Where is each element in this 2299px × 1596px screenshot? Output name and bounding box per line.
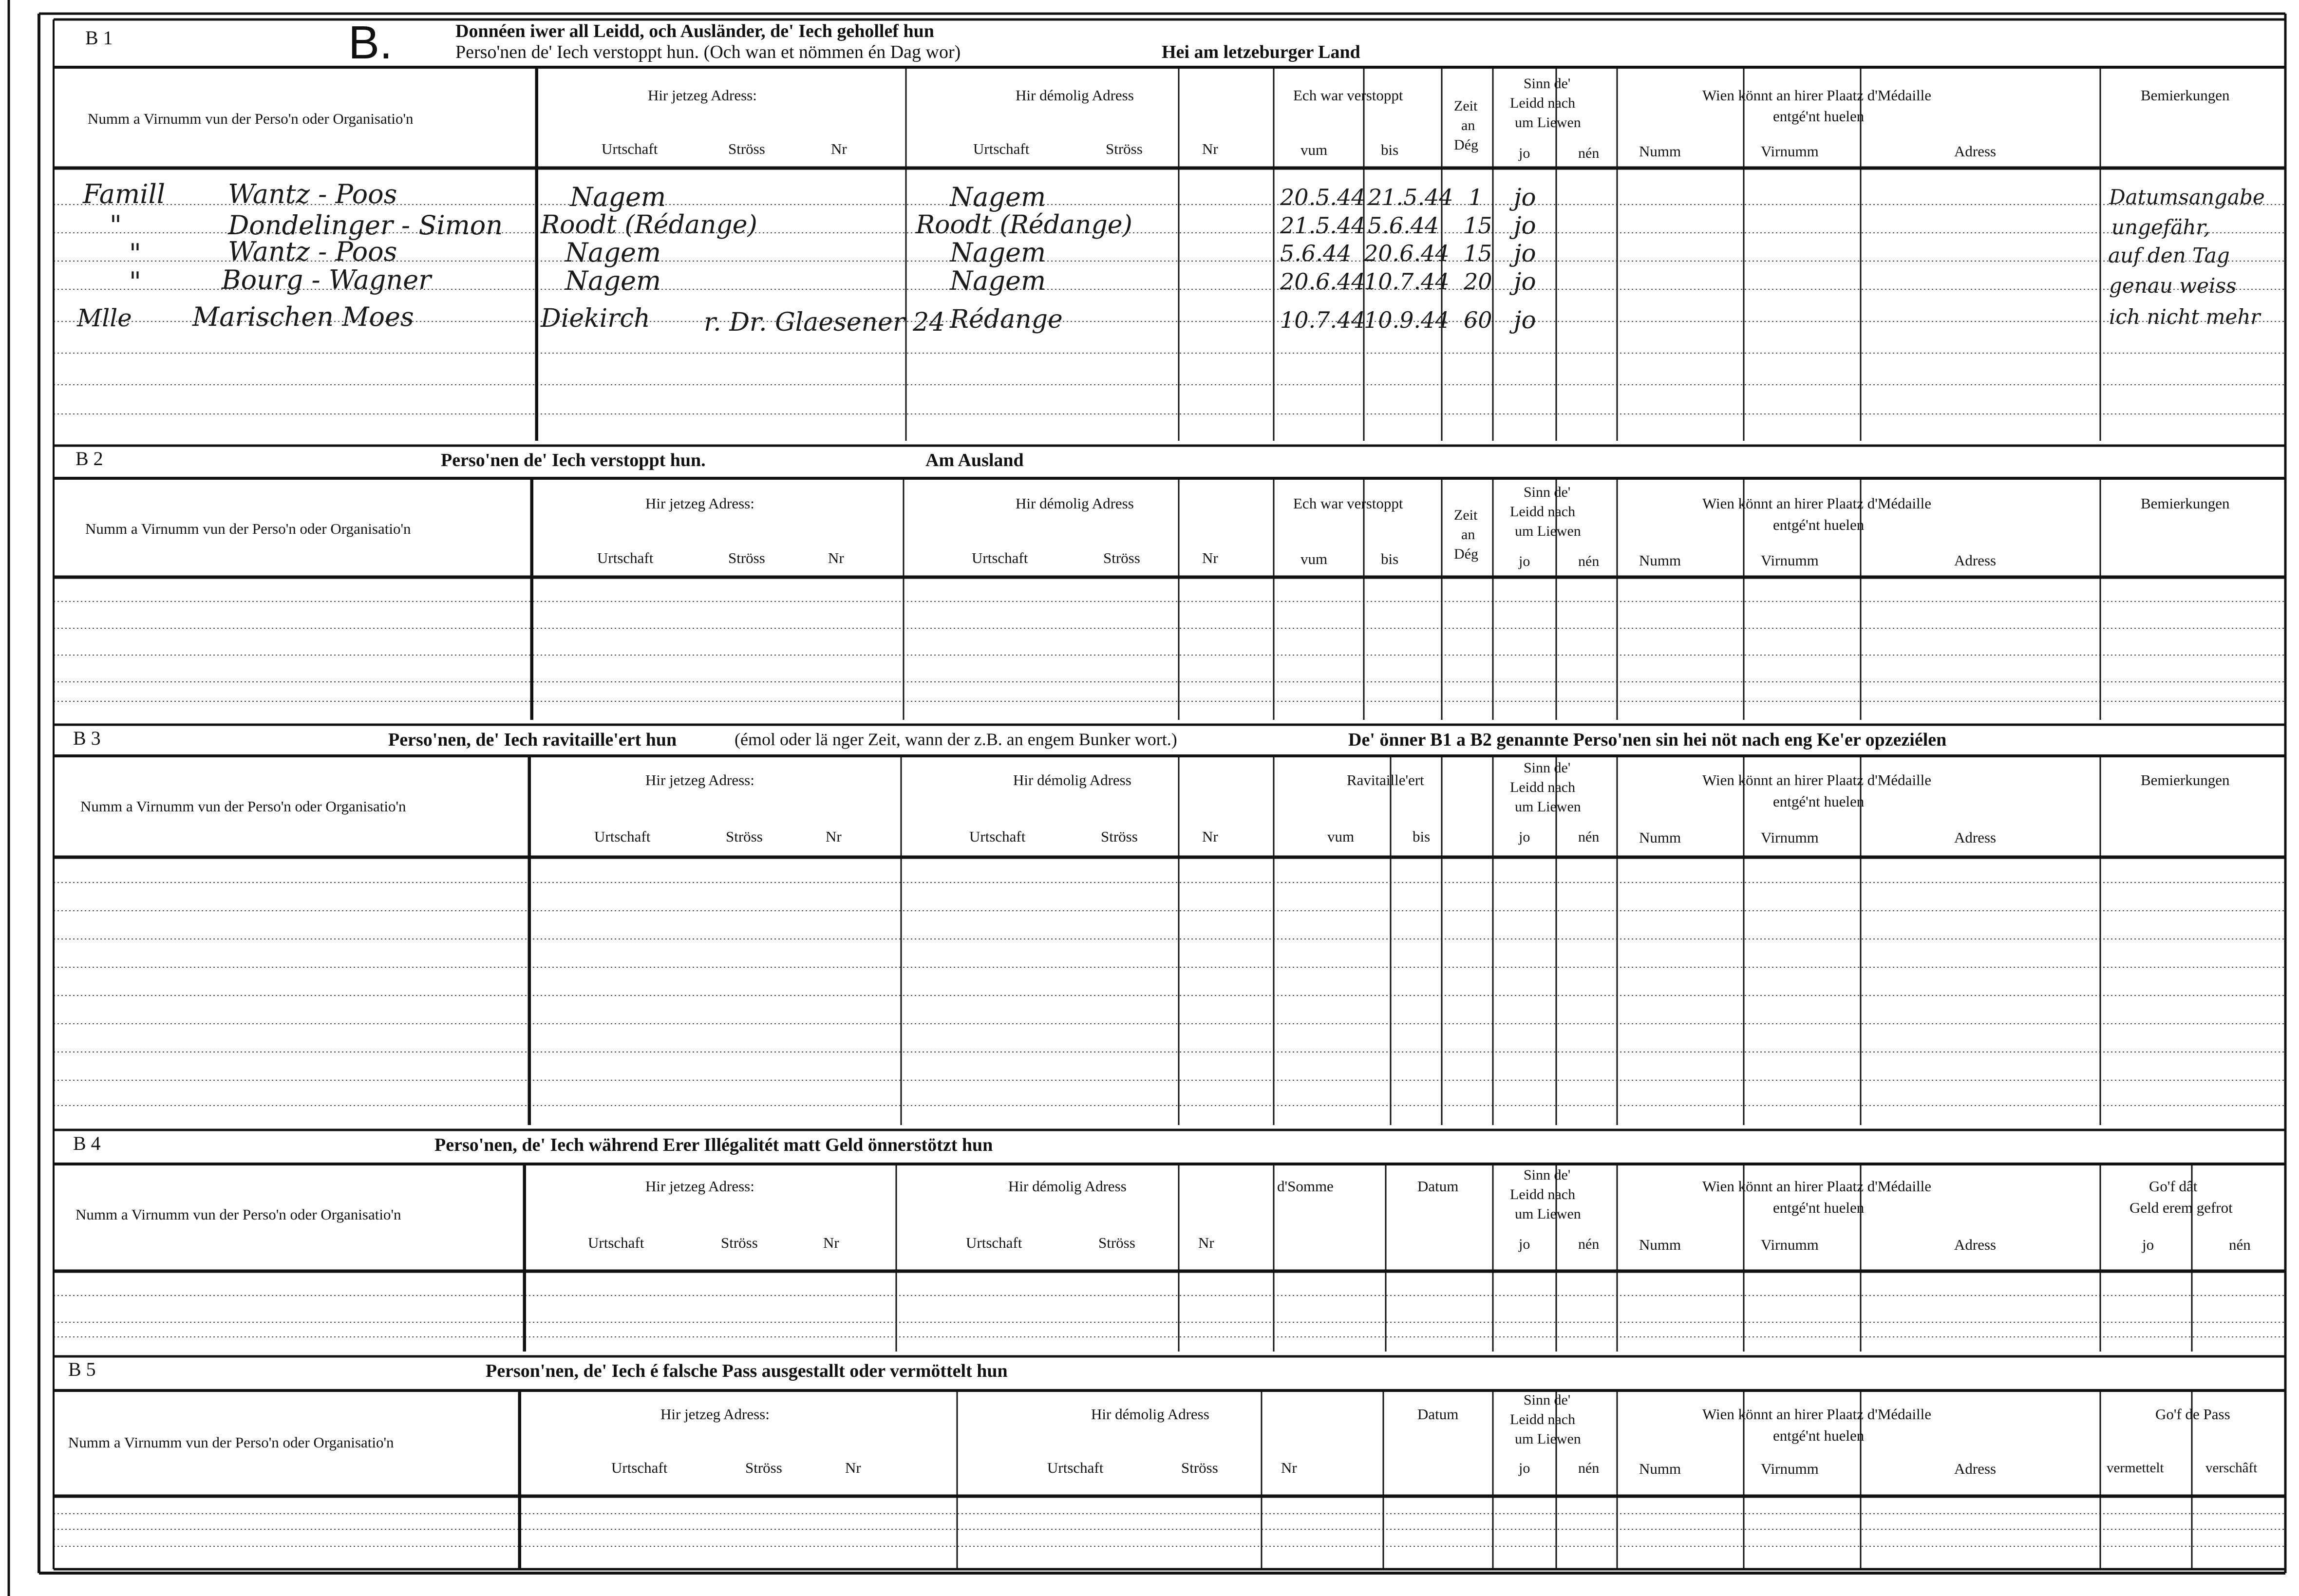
section-note-b3: De' önner B1 a B2 genannte Perso'nen sin hei nöt nach eng Ke'er opzeziélen <box>1348 730 1947 750</box>
header-former-address: Hir démolig Adress <box>1016 87 1134 104</box>
section-code-b1: B 1 <box>85 27 113 49</box>
header-from: vum <box>1327 828 1355 845</box>
header-place: Urtschaft <box>969 828 1026 845</box>
header-alive: um Liewen <box>1515 114 1581 131</box>
row2-to: 5.6.44 <box>1368 212 1439 239</box>
header-date: Datum <box>1417 1178 1459 1195</box>
header-no: nén <box>1578 829 1600 845</box>
row2-days: 15 <box>1464 212 1492 239</box>
row3-name: Wantz - Poos <box>228 236 397 267</box>
header-place: Urtschaft <box>966 1234 1022 1251</box>
header-provisioned: Ravitaille'ert <box>1347 771 1424 789</box>
row5-to: 10.9.44 <box>1364 307 1450 333</box>
header-first-name: Virnumm <box>1761 143 1819 160</box>
header-street: Ströss <box>1101 828 1138 845</box>
header-first-name: Virnumm <box>1761 1460 1819 1477</box>
header-no: nén <box>1578 1460 1600 1476</box>
row5-days: 60 <box>1464 307 1492 333</box>
header-no: nén <box>1578 553 1600 569</box>
header-street: Ströss <box>1098 1234 1135 1251</box>
row3-current-place: Nagem <box>565 237 661 268</box>
header-no: nén <box>1578 1236 1600 1252</box>
header-from: vum <box>1300 550 1328 567</box>
header-nr: Nr <box>1202 140 1218 157</box>
header-name: Numm <box>1639 1236 1681 1253</box>
header-medal: Wien könnt an hirer Plaatz d'Médaille <box>1702 87 1932 104</box>
header-nr: Nr <box>1202 828 1218 845</box>
row2-current-place: Roodt (Rédange) <box>541 210 757 240</box>
header-yes: jo <box>1519 1236 1530 1252</box>
section-code-b4: B 4 <box>73 1132 101 1154</box>
header-alive: Leidd nach <box>1510 1411 1576 1427</box>
header-medal: entgé'nt huelen <box>1773 1199 1865 1216</box>
header-person-name: Numm a Virnumm vun der Perso'n oder Organisatio'n <box>85 520 411 537</box>
header-medal: entgé'nt huelen <box>1773 516 1865 533</box>
header-procured: verschâft <box>2205 1460 2258 1476</box>
form-title-region: Hei am letzeburger Land <box>1162 42 1360 62</box>
form-letter: B. <box>348 17 393 69</box>
section-title-b2: Perso'nen de' Iech verstoppt hun. <box>441 450 706 470</box>
row2-from: 21.5.44 <box>1280 212 1366 239</box>
header-nr: Nr <box>845 1459 861 1476</box>
header-alive: um Liewen <box>1515 799 1581 815</box>
row5-name: Marischen Moes <box>192 301 414 332</box>
header-former-address: Hir démolig Adress <box>1013 771 1131 789</box>
row5-current-street: r. Dr. Glaesener 24 <box>704 308 945 337</box>
header-person-name: Numm a Virnumm vun der Perso'n oder Organisatio'n <box>75 1206 401 1223</box>
header-date: Datum <box>1417 1406 1459 1423</box>
header-alive: Leidd nach <box>1510 779 1576 795</box>
header-place: Urtschaft <box>972 549 1028 566</box>
row2-former-place: Roodt (Rédange) <box>916 210 1132 240</box>
row1-to: 21.5.44 <box>1368 184 1453 210</box>
header-current-address: Hir jetzeg Adress: <box>645 1178 754 1195</box>
header-alive: Leidd nach <box>1510 1186 1576 1202</box>
header-street: Ströss <box>726 828 763 845</box>
header-name: Numm <box>1639 143 1681 160</box>
row1-name: Wantz - Poos <box>228 179 397 209</box>
header-alive: Sinn de' <box>1524 75 1571 92</box>
header-medal: Wien könnt an hirer Plaatz d'Médaille <box>1702 495 1932 512</box>
header-alive: Sinn de' <box>1524 760 1571 776</box>
header-to: bis <box>1413 828 1431 845</box>
header-pass: Go'f de Pass <box>2155 1406 2230 1423</box>
header-place: Urtschaft <box>588 1234 644 1251</box>
header-alive: Leidd nach <box>1510 504 1576 520</box>
header-place: Urtschaft <box>602 140 658 157</box>
row1-former-place: Nagem <box>950 182 1046 212</box>
header-medal: Wien könnt an hirer Plaatz d'Médaille <box>1702 771 1932 789</box>
row3-prefix: " <box>129 238 141 269</box>
row2-name: Dondelinger - Simon <box>228 210 503 241</box>
row1-alive: jo <box>1514 183 1536 211</box>
header-medal: Wien könnt an hirer Plaatz d'Médaille <box>1702 1406 1932 1423</box>
header-address: Adress <box>1954 552 1997 569</box>
row3-alive: jo <box>1514 239 1536 267</box>
row4-current-place: Nagem <box>565 265 661 296</box>
row3-to: 20.6.44 <box>1364 240 1450 266</box>
section-subtitle-b3: (émol oder lä nger Zeit, wann der z.B. an engem Bunker wort.) <box>735 730 1177 749</box>
header-no: nén <box>1578 145 1600 161</box>
header-medal: entgé'nt huelen <box>1773 1427 1865 1444</box>
row1-prefix: Famill <box>83 179 166 209</box>
header-address: Adress <box>1954 143 1997 160</box>
header-yes: jo <box>1519 145 1530 161</box>
header-first-name: Virnumm <box>1761 829 1819 846</box>
header-nr: Nr <box>823 1234 839 1251</box>
header-street: Ströss <box>1103 549 1140 566</box>
header-former-address: Hir démolig Adress <box>1008 1178 1127 1195</box>
header-medal: Wien könnt an hirer Plaatz d'Médaille <box>1702 1178 1932 1195</box>
header-name: Numm <box>1639 552 1681 569</box>
row4-to: 10.7.44 <box>1364 268 1450 295</box>
row3-from: 5.6.44 <box>1280 240 1352 266</box>
header-time-days: Dég <box>1454 546 1478 562</box>
header-yes: jo <box>2142 1236 2154 1253</box>
row4-days: 20 <box>1464 268 1492 295</box>
row5-former-place: Rédange <box>950 305 1063 334</box>
header-address: Adress <box>1954 829 1997 846</box>
header-street: Ströss <box>721 1234 758 1251</box>
header-alive: Leidd nach <box>1510 95 1576 111</box>
section-title-b3: Perso'nen, de' Iech ravitaille'ert hun <box>388 730 677 750</box>
header-nr: Nr <box>831 140 847 157</box>
header-former-address: Hir démolig Adress <box>1016 495 1134 512</box>
header-place: Urtschaft <box>594 828 651 845</box>
header-nr: Nr <box>1202 549 1218 566</box>
header-person-name: Numm a Virnumm vun der Perso'n oder Organisatio'n <box>80 798 406 815</box>
remarks-line: ungefähr, <box>2111 215 2210 239</box>
header-alive: Sinn de' <box>1524 484 1571 500</box>
header-remarks: Bemierkungen <box>2141 87 2230 104</box>
remarks-line: genau weiss <box>2109 274 2237 298</box>
header-from: vum <box>1300 141 1328 158</box>
form-title-line2: Perso'nen de' Iech verstoppt hun. (Och wan et nömmen én Dag wor) <box>455 42 961 62</box>
row5-alive: jo <box>1514 306 1536 334</box>
header-time-on: an <box>1461 117 1475 133</box>
header-alive: Sinn de' <box>1524 1167 1571 1183</box>
section-code-b5: B 5 <box>68 1358 96 1380</box>
header-address: Adress <box>1954 1236 1997 1253</box>
remarks-line: auf den Tag <box>2108 244 2230 267</box>
section-code-b3: B 3 <box>73 727 101 749</box>
row1-from: 20.5.44 <box>1280 184 1366 210</box>
header-alive: um Liewen <box>1515 1206 1581 1222</box>
row3-days: 15 <box>1464 240 1492 266</box>
header-name: Numm <box>1639 829 1681 846</box>
row2-prefix: " <box>110 210 122 241</box>
header-remarks: Bemierkungen <box>2141 495 2230 512</box>
header-current-address: Hir jetzeg Adress: <box>660 1406 770 1423</box>
section-title-b5: Person'nen, de' Iech é falsche Pass ausgestallt oder vermöttelt hun <box>486 1361 1008 1381</box>
header-street: Ströss <box>745 1459 782 1476</box>
header-person-name: Numm a Virnumm vun der Perso'n oder Organisatio'n <box>88 110 414 127</box>
header-alive: um Liewen <box>1515 523 1581 539</box>
header-nr: Nr <box>826 828 842 845</box>
row4-name: Bourg - Wagner <box>222 264 432 295</box>
header-current-address: Hir jetzeg Adress: <box>645 771 754 789</box>
header-street: Ströss <box>728 549 765 566</box>
row1-days: 1 <box>1469 184 1483 210</box>
row4-from: 20.6.44 <box>1280 268 1366 295</box>
section-title-b4: Perso'nen, de' Iech während Erer Illégalitét matt Geld önnerstötzt hun <box>434 1135 993 1155</box>
header-place: Urtschaft <box>1047 1459 1104 1476</box>
header-no: nén <box>2229 1236 2251 1253</box>
header-place: Urtschaft <box>973 140 1030 157</box>
form-title-line1: Donnéen iwer all Leidd, och Ausländer, de' Iech gehollef hun <box>455 21 934 41</box>
header-person-name: Numm a Virnumm vun der Perso'n oder Organisatio'n <box>68 1434 394 1451</box>
header-money-asked: Geld erem gefrot <box>2129 1199 2233 1216</box>
header-hidden: Ech war verstoppt <box>1293 87 1403 104</box>
section-code-b2: B 2 <box>75 448 103 469</box>
row5-prefix: Mlle <box>77 304 132 332</box>
header-nr: Nr <box>1281 1459 1297 1476</box>
header-sum: d'Somme <box>1277 1178 1334 1195</box>
header-money-asked: Go'f dât <box>2149 1178 2198 1195</box>
header-street: Ströss <box>728 140 765 157</box>
header-nr: Nr <box>1198 1234 1214 1251</box>
row4-former-place: Nagem <box>950 265 1046 296</box>
header-current-address: Hir jetzeg Adress: <box>648 87 757 104</box>
header-alive: um Liewen <box>1515 1431 1581 1447</box>
header-address: Adress <box>1954 1460 1997 1477</box>
remarks-line: ich nicht mehr <box>2109 305 2261 329</box>
row5-from: 10.7.44 <box>1280 307 1366 333</box>
header-medal: entgé'nt huelen <box>1773 108 1865 125</box>
header-first-name: Virnumm <box>1761 552 1819 569</box>
header-time: Zeit <box>1454 98 1478 114</box>
row3-former-place: Nagem <box>950 237 1046 268</box>
header-time-on: an <box>1461 526 1475 543</box>
row1-current-place: Nagem <box>570 182 666 212</box>
header-name: Numm <box>1639 1460 1681 1477</box>
header-yes: jo <box>1519 829 1530 845</box>
header-nr: Nr <box>828 549 844 566</box>
header-former-address: Hir démolig Adress <box>1091 1406 1209 1423</box>
header-remarks: Bemierkungen <box>2141 771 2230 789</box>
header-to: bis <box>1381 550 1399 567</box>
header-yes: jo <box>1519 1460 1530 1476</box>
row2-alive: jo <box>1514 211 1536 240</box>
remarks-line: Datumsangabe <box>2109 185 2265 209</box>
header-street: Ströss <box>1181 1459 1218 1476</box>
header-street: Ströss <box>1106 140 1143 157</box>
header-hidden: Ech war verstoppt <box>1293 495 1403 512</box>
header-place: Urtschaft <box>611 1459 668 1476</box>
header-medal: entgé'nt huelen <box>1773 793 1865 810</box>
header-current-address: Hir jetzeg Adress: <box>645 495 754 512</box>
row4-alive: jo <box>1514 267 1536 296</box>
header-yes: jo <box>1519 553 1530 569</box>
header-alive: Sinn de' <box>1524 1392 1571 1408</box>
header-place: Urtschaft <box>597 549 654 566</box>
header-time-days: Dég <box>1454 137 1478 153</box>
header-time: Zeit <box>1454 507 1478 523</box>
header-mediated: vermettelt <box>2107 1460 2164 1476</box>
row5-current-place: Diekirch <box>541 304 650 333</box>
section-region-b2: Am Ausland <box>925 450 1024 470</box>
row4-prefix: " <box>129 266 141 297</box>
header-to: bis <box>1381 141 1399 158</box>
header-first-name: Virnumm <box>1761 1236 1819 1253</box>
